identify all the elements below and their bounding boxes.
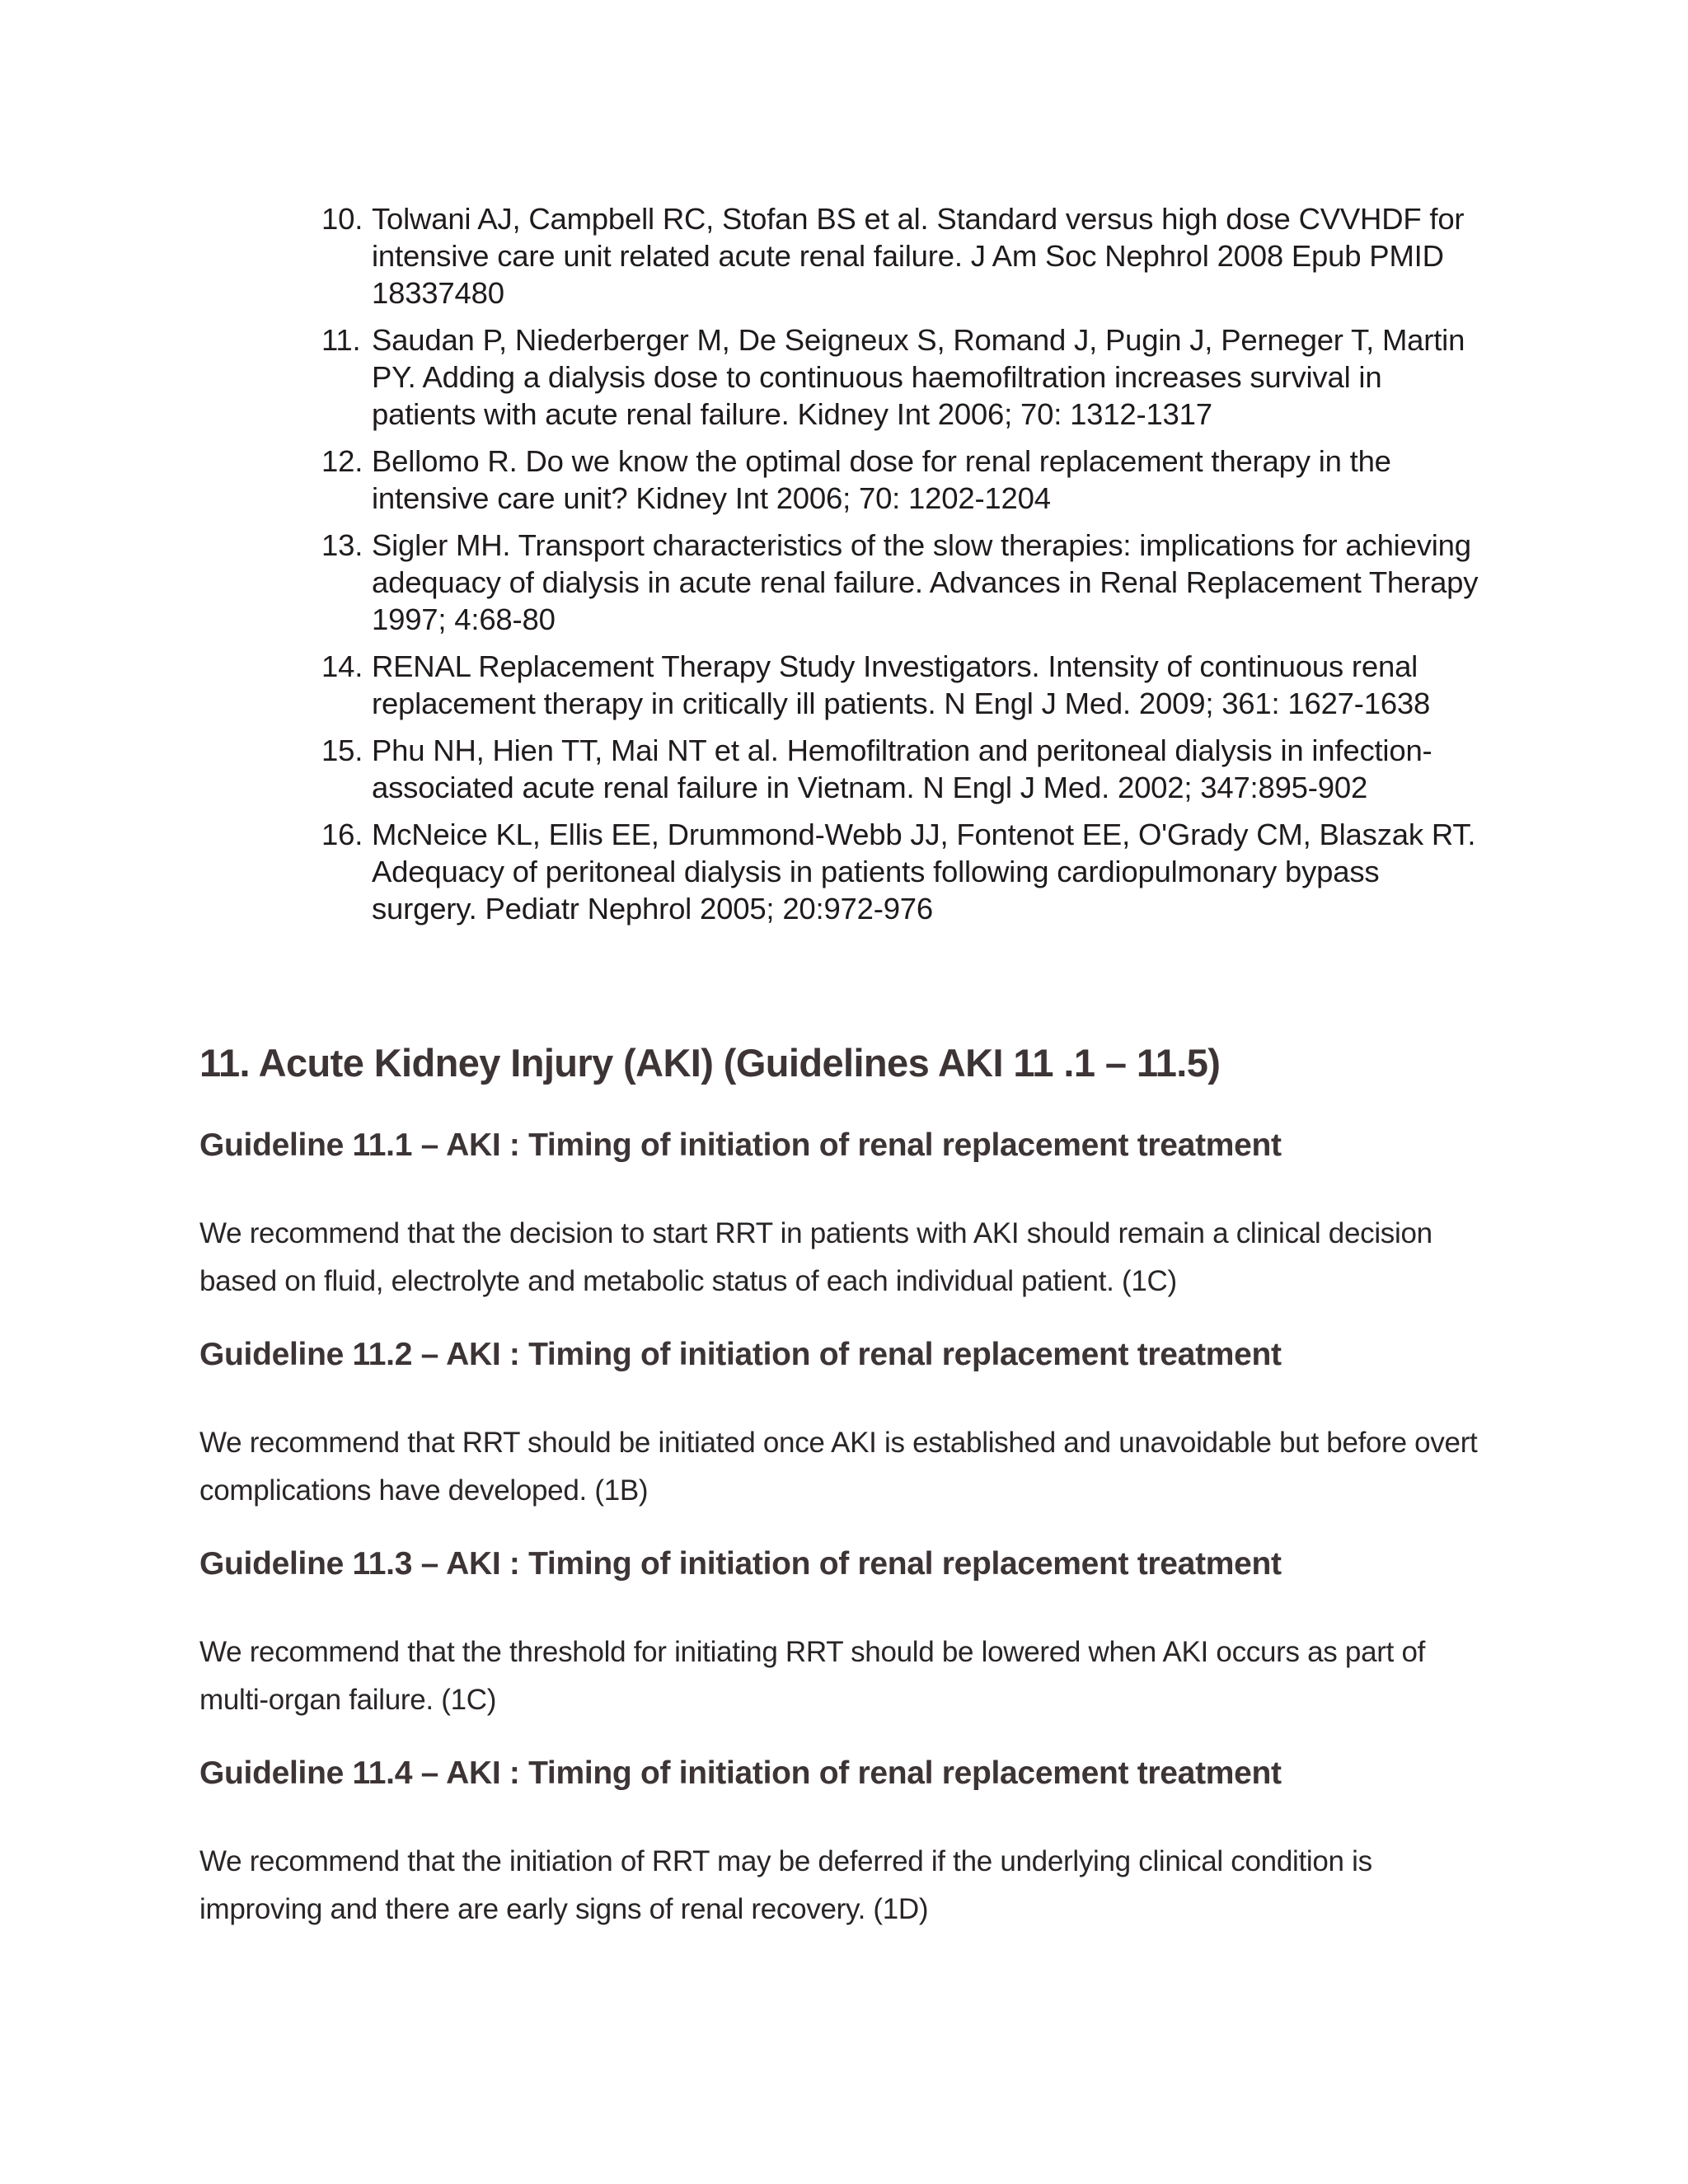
- reference-text: Sigler MH. Transport characteristics of the slow therapies: implications for achieving adequacy of dialysis in acute renal failure. Advances in Renal Replacement Therapy 1997; 4:68-80: [372, 528, 1479, 636]
- section-title: 11. Acute Kidney Injury (AKI) (Guidelines AKI 11 .1 – 11.5): [199, 1041, 1221, 1085]
- reference-item: [321, 816, 1492, 927]
- guideline-section: [199, 1755, 1502, 1933]
- guideline-section: [199, 1546, 1502, 1724]
- reference-text: Phu NH, Hien TT, Mai NT et al. Hemofiltration and peritoneal dialysis in infection-associated acute renal failure in Vietnam. N Engl J Med. 2002; 347:895-902: [372, 733, 1432, 804]
- reference-number: 11.: [321, 323, 361, 357]
- guideline-heading: Guideline 11.1 – AKI : Timing of initiation of renal replacement treatment: [199, 1127, 1282, 1163]
- reference-list: [321, 200, 1492, 937]
- reference-item: [321, 732, 1492, 806]
- reference-item: [321, 443, 1492, 517]
- reference-number: 14.: [321, 649, 363, 683]
- guideline-heading: Guideline 11.2 – AKI : Timing of initiation of renal replacement treatment: [199, 1337, 1282, 1372]
- guideline-recommendation: We recommend that the initiation of RRT may be deferred if the underlying clinical condition is improving and there are early signs of renal recovery. (1D): [199, 1845, 1372, 1925]
- reference-item: [321, 527, 1492, 638]
- guideline-recommendation: We recommend that the decision to start RRT in patients with AKI should remain a clinical decision based on fluid, electrolyte and metabolic status of each individual patient. (1C): [199, 1217, 1432, 1297]
- guideline-recommendation: We recommend that the threshold for initiating RRT should be lowered when AKI occurs as part of multi-organ failure. (1C): [199, 1636, 1426, 1716]
- guideline-section: [199, 1337, 1502, 1515]
- reference-text: McNeice KL, Ellis EE, Drummond-Webb JJ, Fontenot EE, O'Grady CM, Blaszak RT. Adequacy of peritoneal dialysis in patients following cardiopulmonary bypass surgery. Pediatr Nephrol 2005; 20:972-976: [372, 818, 1476, 926]
- reference-number: 16.: [321, 818, 363, 851]
- reference-number: 12.: [321, 444, 363, 478]
- reference-item: [321, 321, 1492, 433]
- reference-text: Bellomo R. Do we know the optimal dose for renal replacement therapy in the intensive care unit? Kidney Int 2006; 70: 1202-1204: [372, 444, 1391, 515]
- guideline-recommendation: We recommend that RRT should be initiated once AKI is established and unavoidable but before overt complications have developed. (1B): [199, 1427, 1478, 1507]
- guideline-section: [199, 1127, 1502, 1305]
- reference-item: [321, 200, 1492, 312]
- guideline-heading: Guideline 11.3 – AKI : Timing of initiation of renal replacement treatment: [199, 1546, 1282, 1582]
- reference-text: Saudan P, Niederberger M, De Seigneux S, Romand J, Pugin J, Perneger T, Martin PY. Adding a dialysis dose to continuous haemofiltration increases survival in patients with acute renal failure. Kidney Int 2006; 70: 1312-1317: [372, 323, 1465, 431]
- reference-text: RENAL Replacement Therapy Study Investigators. Intensity of continuous renal replacement therapy in critically ill patients. N Engl J Med. 2009; 361: 1627-1638: [372, 649, 1431, 720]
- reference-item: [321, 648, 1492, 722]
- reference-text: Tolwani AJ, Campbell RC, Stofan BS et al. Standard versus high dose CVVHDF for intensive care unit related acute renal failure. J Am Soc Nephrol 2008 Epub PMID 18337480: [372, 202, 1465, 310]
- reference-number: 10.: [321, 202, 363, 236]
- guideline-heading: Guideline 11.4 – AKI : Timing of initiation of renal replacement treatment: [199, 1755, 1282, 1791]
- reference-number: 13.: [321, 528, 363, 562]
- reference-number: 15.: [321, 733, 363, 767]
